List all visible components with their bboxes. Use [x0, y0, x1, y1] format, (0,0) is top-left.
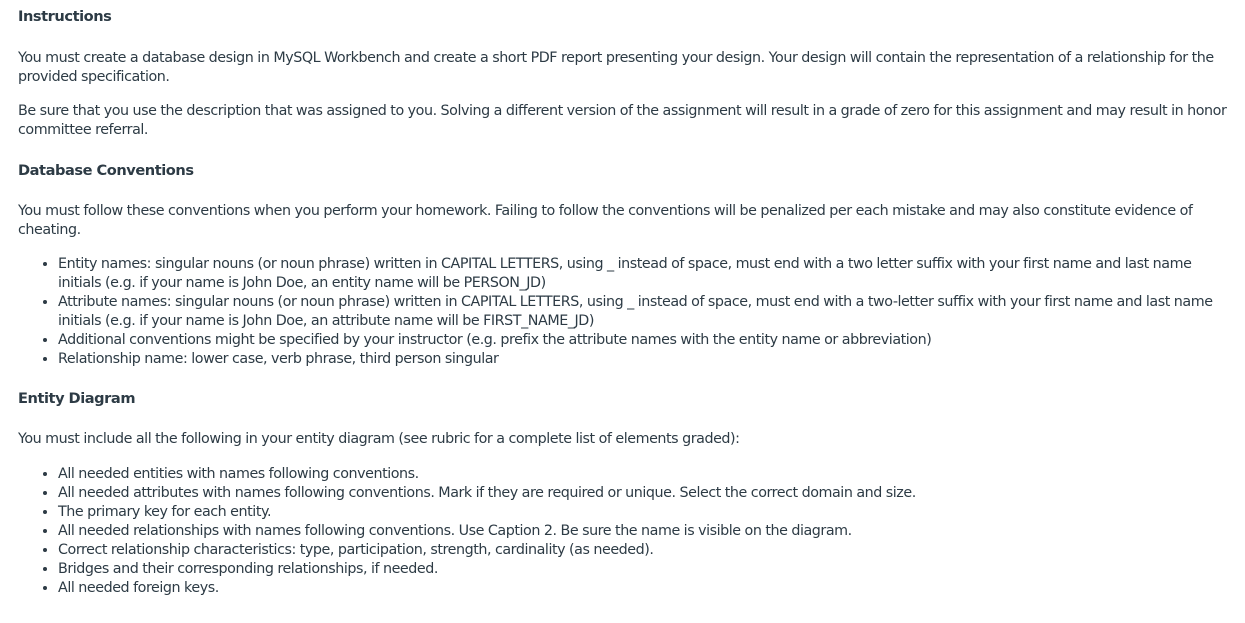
instructions-paragraph: You must create a database design in MySQL Workbench and create a short PDF report presenting your design. Your design will contain the representation of a relationship for the provided specification.: [18, 50, 1214, 85]
warning-paragraph: Be sure that you use the description that was assigned to you. Solving a different version of the assignment will result in a grade of zero for this assignment and may result in honor committee referral.: [18, 103, 1227, 138]
conventions-list: [18, 255, 1227, 369]
list-item: • All needed entities with names following conventions.: [58, 465, 1227, 484]
list-item: • Bridges and their corresponding relationships, if needed.: [58, 560, 1227, 579]
list-item: • Attribute names: singular nouns (or noun phrase) written in CAPITAL LETTERS, using _ instead of space, must end with a two-letter suffix with your first name and last name initials (e.g. if your name is John Doe, an attribute name will be FIRST_NAME_JD): [58, 293, 1227, 331]
diagram-heading: Entity Diagram: [18, 390, 136, 407]
list-item: • All needed foreign keys.: [58, 579, 1227, 598]
list-item: • Relationship name: lower case, verb phrase, third person singular: [58, 350, 1227, 369]
diagram-intro: You must include all the following in your entity diagram (see rubric for a complete list of elements graded):: [18, 431, 740, 447]
instructions-heading: Instructions: [18, 8, 112, 25]
conventions-heading: Database Conventions: [18, 162, 194, 179]
list-item: • All needed attributes with names following conventions. Mark if they are required or unique. Select the correct domain and size.: [58, 484, 1227, 503]
list-item: • Entity names: singular nouns (or noun phrase) written in CAPITAL LETTERS, using _ instead of space, must end with a two letter suffix with your first name and last name initials (e.g. if your name is John Doe, an entity name will be PERSON_JD): [58, 255, 1227, 293]
list-item: • The primary key for each entity.: [58, 503, 1227, 522]
conventions-intro: You must follow these conventions when you perform your homework. Failing to follow the conventions will be penalized per each mistake and may also constitute evidence of cheating.: [18, 203, 1193, 238]
diagram-list: [18, 465, 1227, 598]
list-item: • All needed relationships with names following conventions. Use Caption 2. Be sure the name is visible on the diagram.: [58, 522, 1227, 541]
list-item: • Correct relationship characteristics: type, participation, strength, cardinality (as needed).: [58, 541, 1227, 560]
list-item: • Additional conventions might be specified by your instructor (e.g. prefix the attribute names with the entity name or abbreviation): [58, 331, 1227, 350]
